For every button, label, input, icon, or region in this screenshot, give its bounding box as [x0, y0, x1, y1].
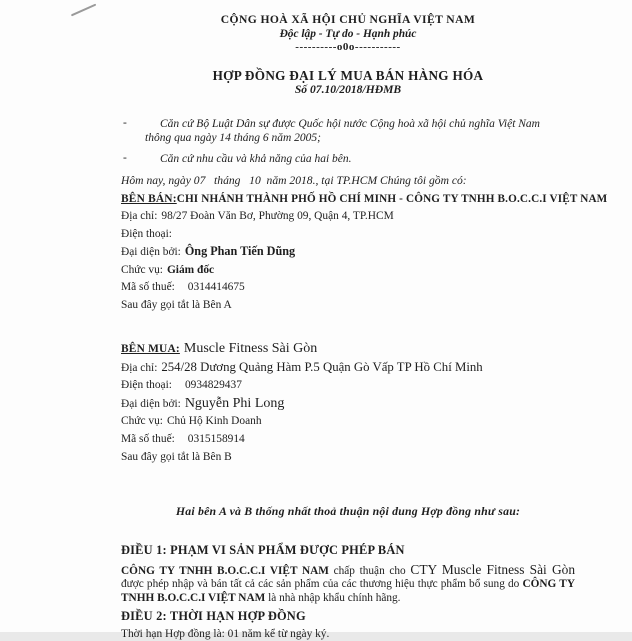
- article-1-heading: ĐIỀU 1: PHẠM VI SẢN PHẨM ĐƯỢC PHÉP BÁN: [121, 542, 405, 557]
- buyer-tax-line: [121, 433, 575, 446]
- buyer-phone-line: [121, 379, 575, 392]
- recital-item: [123, 117, 540, 145]
- position-label: Chức vụ:: [121, 263, 163, 276]
- rep-label: Đại diện bởi:: [121, 246, 181, 259]
- buyer-company-name: CTY Muscle Fitness Sài Gòn: [410, 561, 576, 577]
- buyer-address-line: [121, 361, 575, 375]
- rep-value: Ông Phan Tiến Dũng: [184, 244, 296, 259]
- seller-rep-line: [121, 245, 575, 259]
- seller-name-line: [121, 192, 608, 206]
- recital-text: Căn cứ nhu cầu và khả năng của hai bên.: [160, 153, 352, 166]
- tax-label: Mã số thuế:: [121, 281, 175, 294]
- company-name-bold: CÔNG TY TNHH B.O.C.C.I VIỆT NAM: [121, 564, 329, 577]
- seller-label: BÊN BÁN:: [121, 192, 177, 205]
- body-text: chấp thuận cho: [328, 564, 411, 577]
- body-text: là nhà nhập khẩu chính hãng.: [265, 591, 401, 604]
- recital-text: Căn cứ Bộ Luật Dân sự được Quốc hội nước Cộng hoà xã hội chủ nghĩa Việt Nam thông qua ngày 14 tháng 6 năm 2005;: [145, 118, 540, 145]
- title-block: [121, 68, 575, 97]
- buyer-label: BÊN MUA:: [121, 343, 180, 356]
- seller-name: CHI NHÁNH THÀNH PHỐ HỒ CHÍ MINH - CÔNG TY TNHH B.O.C.C.I VIỆT NAM: [176, 192, 608, 205]
- seller-alias-line: Sau đây gọi tắt là Bên A: [121, 298, 232, 311]
- recital-item: [123, 152, 540, 166]
- phone-label: Điện thoại:: [121, 379, 172, 392]
- address-label: Địa chỉ:: [121, 361, 158, 374]
- buyer-position-line: [121, 415, 575, 428]
- position-value: Chủ Hộ Kinh Doanh: [166, 415, 262, 428]
- position-label: Chức vụ:: [121, 415, 163, 428]
- rep-value: Nguyễn Phi Long: [184, 395, 285, 411]
- address-value: 98/27 Đoàn Văn Bơ, Phường 09, Quận 4, TP.HCM: [161, 210, 394, 223]
- agreement-statement: Hai bên A và B thống nhất thoả thuận nội dung Hợp đồng như sau:: [175, 503, 521, 518]
- article-1-body: [121, 563, 575, 606]
- address-value: 254/28 Dương Quảng Hàm P.5 Quận Gò Vấp TP Hồ Chí Minh: [161, 359, 483, 374]
- position-value: Giám đốc: [166, 263, 215, 276]
- tax-value: 0315158914: [187, 433, 245, 446]
- national-header: [121, 13, 575, 53]
- article-2-body: Thời hạn Hợp đồng là: 01 năm kể từ ngày ký.: [121, 628, 330, 641]
- seller-tax-line: [121, 281, 575, 294]
- buyer-name-line: [121, 342, 575, 356]
- article-2-heading: ĐIỀU 2: THỜI HẠN HỢP ĐỒNG: [121, 609, 306, 624]
- recitals: [121, 117, 575, 167]
- bullet-dash: -: [123, 117, 127, 129]
- buyer-alias-line: Sau đây gọi tắt là Bên B: [121, 450, 232, 463]
- buyer-name: Muscle Fitness Sài Gòn: [183, 341, 318, 357]
- document-content: [121, 13, 608, 641]
- motto-line: Độc lập - Tự do - Hạnh phúc: [279, 28, 417, 40]
- phone-label: Điện thoại:: [121, 227, 172, 240]
- contract-title: HỢP ĐỒNG ĐẠI LÝ MUA BÁN HÀNG HÓA: [212, 68, 484, 83]
- rep-label: Đại diện bởi:: [121, 397, 181, 410]
- phone-value: 0934829437: [184, 379, 242, 392]
- header-divider: ----------o0o-----------: [295, 41, 401, 53]
- seller-block: [121, 192, 608, 312]
- tax-value: 0314414675: [187, 281, 245, 294]
- address-label: Địa chỉ:: [121, 210, 158, 223]
- seller-position-line: [121, 264, 575, 277]
- company-name-bold: CÔNG TY TNHH B.O.C.C.I VIỆT NAM: [121, 578, 575, 604]
- buyer-block: [121, 342, 575, 464]
- tax-label: Mã số thuế:: [121, 433, 175, 446]
- buyer-rep-line: [121, 397, 575, 411]
- body-text: được phép nhập và bán tất cả các sản phẩm của các thương hiệu thực phẩm bổ sung do: [121, 578, 523, 591]
- country-line: CỘNG HOÀ XÃ HỘI CHỦ NGHĨA VIỆT NAM: [220, 13, 476, 26]
- intro-line: Hôm nay, ngày 07 tháng 10 năm 2018., tại TP.HCM Chúng tôi gồm có:: [121, 173, 467, 187]
- contract-number: Số 07.10/2018/HĐMB: [294, 83, 402, 96]
- seller-address-line: [121, 210, 575, 223]
- pen-mark: [71, 4, 96, 16]
- seller-phone-line: [121, 228, 575, 241]
- bullet-dash: -: [123, 152, 127, 165]
